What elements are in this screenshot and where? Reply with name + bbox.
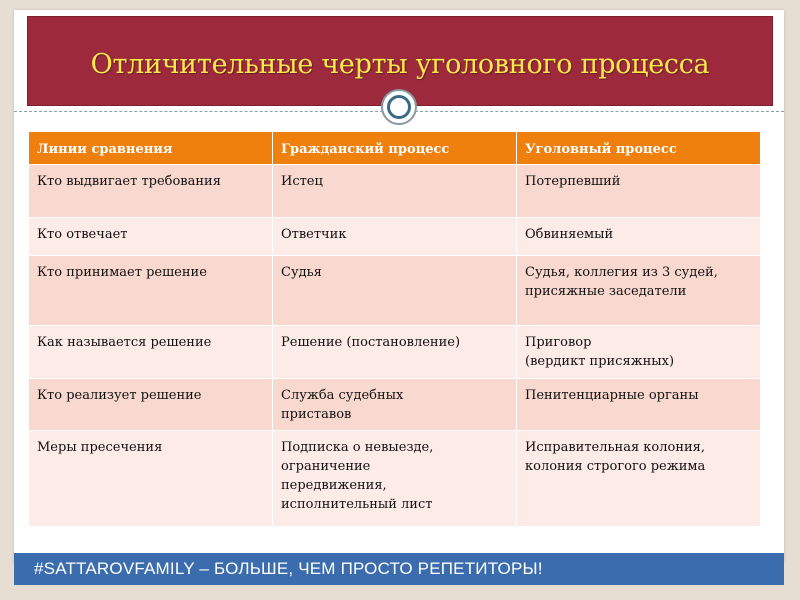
table-row [29, 431, 761, 527]
cell-text-line: Подписка о невыезде, [281, 440, 434, 455]
table-row [29, 379, 761, 431]
cell-text-line: исполнительный лист [281, 497, 433, 512]
circle-ring-icon [381, 89, 417, 125]
footer-banner [14, 553, 784, 585]
criminal-cell [517, 218, 761, 256]
cell-text-line: Кто выдвигает требования [37, 174, 221, 189]
comparison-cell [29, 431, 273, 527]
cell-text-line: Приговор [525, 335, 592, 350]
cell-text-line: Решение (постановление) [281, 335, 461, 350]
cell-text-line: (вердикт присяжных) [525, 354, 675, 369]
cell-text-line: приставов [281, 407, 352, 422]
table-row [29, 256, 761, 326]
criminal-cell [517, 379, 761, 431]
civil-cell [273, 165, 517, 218]
cell-text-line: Судья [281, 265, 322, 280]
cell-text-line: Как называется решение [37, 335, 212, 350]
footer-text: #SATTAROVFAMILY – БОЛЬШЕ, ЧЕМ ПРОСТО РЕПЕТИТОРЫ! [34, 559, 543, 578]
cell-text-line: Кто отвечает [37, 227, 128, 242]
comparison-cell [29, 218, 273, 256]
cell-text-line: Обвиняемый [525, 227, 614, 242]
cell-text-line: Истец [281, 174, 323, 189]
cell-text-line: Судья, коллегия из 3 судей, [525, 265, 718, 280]
civil-cell [273, 326, 517, 379]
criminal-cell [517, 256, 761, 326]
comparison-table [28, 131, 761, 527]
cell-text-line: Меры пресечения [37, 440, 163, 455]
header-cell-comparison: Линии сравнения [29, 132, 273, 165]
header-cell-civil: Гражданский процесс [273, 132, 517, 165]
cell-text-line: Кто реализует решение [37, 388, 202, 403]
cell-text-line: Потерпевший [525, 174, 621, 189]
comparison-cell [29, 326, 273, 379]
cell-text-line: присяжные заседатели [525, 284, 687, 299]
civil-cell [273, 218, 517, 256]
cell-text-line: передвижения, [281, 478, 387, 493]
header-cell-criminal: Уголовный процесс [517, 132, 761, 165]
comparison-cell [29, 256, 273, 326]
slide-title: Отличительные черты уголовного процесса [90, 49, 710, 80]
comparison-cell [29, 165, 273, 218]
table-row [29, 326, 761, 379]
criminal-cell [517, 165, 761, 218]
cell-text-line: колония строгого режима [525, 459, 706, 474]
circle-ring-inner [387, 95, 411, 119]
comparison-cell [29, 379, 273, 431]
criminal-cell [517, 326, 761, 379]
table-row [29, 165, 761, 218]
table-row [29, 218, 761, 256]
civil-cell [273, 379, 517, 431]
cell-text-line: ограничение [281, 459, 371, 474]
criminal-cell [517, 431, 761, 527]
civil-cell [273, 256, 517, 326]
cell-text-line: Пенитенциарные органы [525, 388, 699, 403]
civil-cell [273, 431, 517, 527]
cell-text-line: Исправительная колония, [525, 440, 706, 455]
cell-text-line: Кто принимает решение [37, 265, 207, 280]
cell-text-line: Служба судебных [281, 388, 404, 403]
cell-text-line: Ответчик [281, 227, 347, 242]
table-header-row [29, 132, 761, 165]
